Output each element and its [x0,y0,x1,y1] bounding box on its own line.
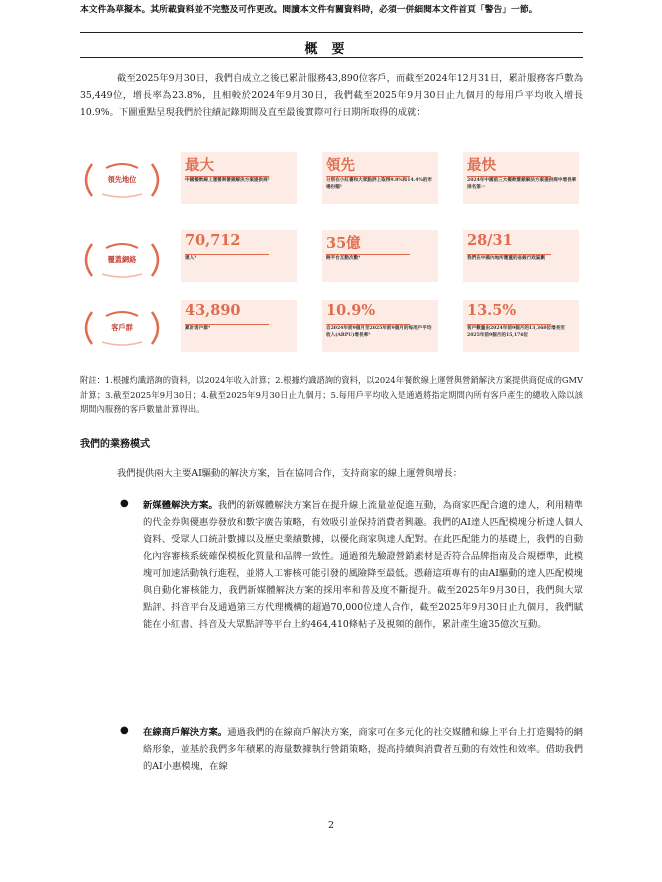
card-caption: 達人³ [185,256,197,261]
intro-paragraph: 截至2025年9月30日，我們自成立之後已累計服務43,890位客戶，而截至2024年12月31日，累計服務客戶數為35,449位，增長率為23.8%，且相較於2024年9月30日，我們截至2025年9月30日止九個月的每用戶平均收入增長10.9%。下圖重點呈現我們於往績記錄期間及直至最後實際可行日期所取得的成就： [80,73,583,118]
bullet-online-merchant-solutions [143,724,583,775]
badge-label: 客戶群 [111,323,133,332]
bullet-body: 通過我們的在線商戶解決方案，商家可在多元化的社交媒體和線上平台上打造獨特的網絡形象，並基於我們多年積累的海量數據執行營銷策略，提高持續與消費者互動的有效性和效率。借助我們的AI小惠模塊，在線 [143,727,583,772]
card-value: 35億 [326,235,361,252]
card-caption: 中國餐飲線上運營與營銷解決方案提供商¹ [185,178,270,183]
card-customer-growth [463,300,579,352]
card-influencers [181,230,297,282]
card-customers [181,300,297,352]
card-arpu-growth [322,300,438,352]
badge-customer-base [78,304,166,350]
business-model-intro: 我們提供兩大主要AI驅動的解決方案，旨在協同合作，支持商家的線上運營與增長： [117,468,463,479]
card-value: 最大 [185,157,214,174]
card-value: 43,890 [185,302,241,319]
card-rule [326,176,410,177]
card-caption: 分別在小紅書和大眾點評上取得9.8%和14.4%的市場份額² [326,178,433,190]
card-rule [185,176,269,177]
bullet-new-media-solutions [143,497,583,633]
card-rule [326,324,410,325]
card-value: 最快 [467,157,496,174]
page-number: 2 [327,820,335,831]
card-rule [467,254,551,255]
card-caption: 客戶數量由2024年前9個月的13,368位增長至2025年前9個月的15,176位 [467,326,565,338]
card-value: 70,712 [185,232,241,249]
card-caption: 我們在中國內地所覆蓋的省級行政區劃 [467,256,546,261]
bullet-title: 新媒體解決方案。 [143,500,218,511]
card-value: 10.9% [326,302,376,319]
card-provinces [463,230,579,282]
bullet-body: 我們的新媒體解決方案旨在提升線上流量並促進互動，為商家匹配合適的達人，利用精準的代金券與優惠券發放和數字廣告策略，有效吸引並保持消費者興趣。我們的AI達人匹配模塊分析達人個人資料、受眾人口統計數據以及歷史業績數據，以優化商家與達人配對。在此匹配能力的基礎上，我們的自動化內容審核系統確保模板化質量和品牌一致性。通過預先驗證營銷素材是否符合品牌指南及合規標準，此模塊可加速活動執行進程，並將人工審核可能引發的風險降至最低。憑藉這項專有的由AI驅動的達人匹配模塊與自動化審核能力，我們新媒體解決方案的採用率和普及度不斷提升。截至2025年9月30日，我們與大眾點評、抖音平台及通過第三方代理機構的超過70,000位達人合作，截至2025年9月30日止九個月，我們賦能在小紅書、抖音及大眾點評等平台上約464,410條帖子及視頻的創作，累計產生逾35億次互動。 [143,500,583,630]
card-caption: 2024年中國前三大餐飲營銷解決方案提供商中增長率排名第一 [467,178,577,190]
badge-leading-position [78,156,166,202]
card-interactions [322,230,438,282]
badge-label: 覆蓋網絡 [107,255,137,264]
card-fastest [463,152,579,204]
card-value: 28/31 [467,232,513,249]
section-title: 概要 [304,42,359,57]
header-divider [80,32,583,33]
card-caption: 累計客戶群⁴ [185,326,210,331]
card-leading [322,152,438,204]
draft-disclaimer: 本文件為草擬本。其所載資料並不完整及可作更改。閱讀本文件有關資料時，必須一併細閱本文件首頁「警告」一節。 [80,5,538,15]
card-rule [326,254,410,255]
bullet-icon: ● [120,498,129,509]
badge-label: 領先地位 [107,175,137,184]
card-rule [185,254,269,255]
business-model-heading: 我們的業務模式 [80,439,150,450]
card-value: 13.5% [467,302,517,319]
badge-coverage-network [78,236,166,282]
title-underline [80,57,583,58]
card-value: 領先 [326,157,355,174]
bullet-title: 在線商戶解決方案。 [143,727,228,738]
card-caption: 自2024年前9個月至2025年前9個月的每用戶平均收入(ARPU)增長率⁵ [326,326,432,338]
bullet-icon: ● [120,725,129,736]
card-rule [467,324,551,325]
infographic-footnote: 附註：1.根據灼識諮詢的資料，以2024年收入計算；2.根據灼識諮詢的資料，以2024年餐飲線上運營與營銷解決方案提供商促成的GMV計算；3.截至2025年9月30日；4.截至2025年9月30日止九個月；5.每用戶平均收入是通過將指定期間內所有客戶產生的總收入除以該期間內服務的客戶數量計算得出。 [80,375,583,414]
card-rule [467,176,551,177]
card-caption: 跨平台互動次數⁴ [326,256,361,261]
card-rule [185,324,269,325]
card-largest [181,152,297,204]
